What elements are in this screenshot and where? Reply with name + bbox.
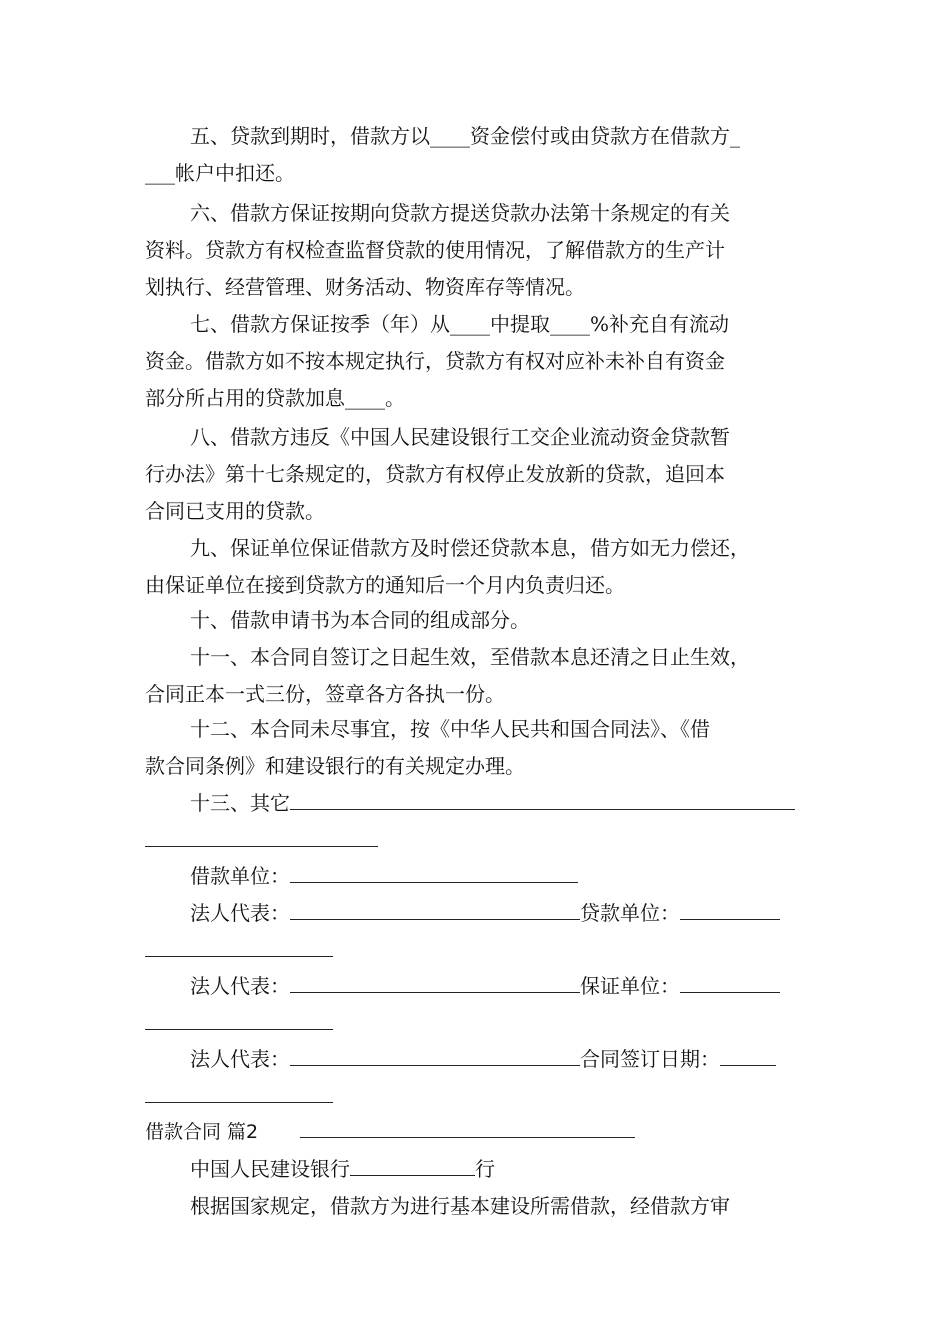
- paragraph-line: 十、借款申请书为本合同的组成部分。: [190, 608, 530, 632]
- fill-blank: [290, 974, 580, 993]
- other-clause-label: 十三、其它: [190, 791, 290, 815]
- other-clause: [190, 785, 795, 821]
- signature-label: 合同签订日期：: [580, 1047, 720, 1071]
- fill-blank: [300, 1119, 635, 1138]
- section-title: 借款合同 篇2: [145, 1121, 259, 1143]
- bank-suffix: 行: [475, 1157, 495, 1181]
- section-heading: [145, 1114, 635, 1150]
- fill-blank: [290, 1047, 580, 1066]
- bank-line: [190, 1151, 495, 1187]
- paragraph-line: 部分所占用的贷款加息____。: [145, 386, 405, 410]
- paragraph-line: 七、借款方保证按季（年）从____中提取____%补充自有流动: [190, 312, 730, 336]
- paragraph-line: 九、保证单位保证借款方及时偿还贷款本息，借方如无力偿还，: [190, 536, 750, 560]
- paragraph-line: 五、贷款到期时，借款方以____资金偿付或由贷款方在借款方_: [190, 124, 740, 148]
- paragraph-line: 资金。借款方如不按本规定执行，贷款方有权对应补未补自有资金: [145, 349, 725, 373]
- fill-blank: [145, 1011, 333, 1030]
- fill-blank: [145, 1084, 333, 1103]
- signature-label: 法人代表：: [190, 1047, 290, 1071]
- signature-label: 法人代表：: [190, 974, 290, 998]
- paragraph-line: 由保证单位在接到贷款方的通知后一个月内负责归还。: [145, 573, 625, 597]
- bank-prefix: 中国人民建设银行: [190, 1157, 350, 1181]
- paragraph-line: 十二、本合同未尽事宜，按《中华人民共和国合同法》、《借: [190, 717, 710, 741]
- paragraph-line: 款合同条例》和建设银行的有关规定办理。: [145, 754, 525, 778]
- signature-continuation: [145, 1078, 333, 1114]
- signature-label: 保证单位：: [580, 974, 680, 998]
- signature-row: [190, 1041, 776, 1077]
- fill-blank: [290, 901, 580, 920]
- fill-blank: [145, 938, 333, 957]
- fill-blank: [350, 1157, 475, 1176]
- fill-blank: [145, 828, 378, 847]
- paragraph-line: 合同已支用的贷款。: [145, 499, 325, 523]
- signature-continuation: [145, 932, 333, 968]
- other-clause-continuation: [145, 822, 378, 858]
- paragraph-line: 根据国家规定，借款方为进行基本建设所需借款，经借款方审: [190, 1194, 730, 1218]
- signature-row: [190, 968, 780, 1004]
- paragraph-line: 六、借款方保证按期向贷款方提送贷款办法第十条规定的有关: [190, 201, 730, 225]
- fill-blank: [680, 974, 780, 993]
- signature-borrower: [190, 858, 578, 894]
- signature-label: 借款单位：: [190, 864, 290, 888]
- paragraph-line: 划执行、经营管理、财务活动、物资库存等情况。: [145, 275, 585, 299]
- paragraph-line: ___帐户中扣还。: [145, 161, 295, 185]
- paragraph-line: 八、借款方违反《中国人民建设银行工交企业流动资金贷款暂: [190, 425, 730, 449]
- fill-blank: [680, 901, 780, 920]
- paragraph-line: 资料。贷款方有权检查监督贷款的使用情况，了解借款方的生产计: [145, 238, 725, 262]
- fill-blank: [290, 864, 578, 883]
- fill-blank: [290, 791, 795, 810]
- fill-blank: [720, 1047, 776, 1066]
- signature-label: 贷款单位：: [580, 901, 680, 925]
- paragraph-line: 十一、本合同自签订之日起生效，至借款本息还清之日止生效，: [190, 645, 750, 669]
- paragraph-line: 合同正本一式三份，签章各方各执一份。: [145, 682, 505, 706]
- paragraph-line: 行办法》第十七条规定的，贷款方有权停止发放新的贷款，追回本: [145, 462, 725, 486]
- signature-row: [190, 895, 780, 931]
- signature-continuation: [145, 1005, 333, 1041]
- signature-label: 法人代表：: [190, 901, 290, 925]
